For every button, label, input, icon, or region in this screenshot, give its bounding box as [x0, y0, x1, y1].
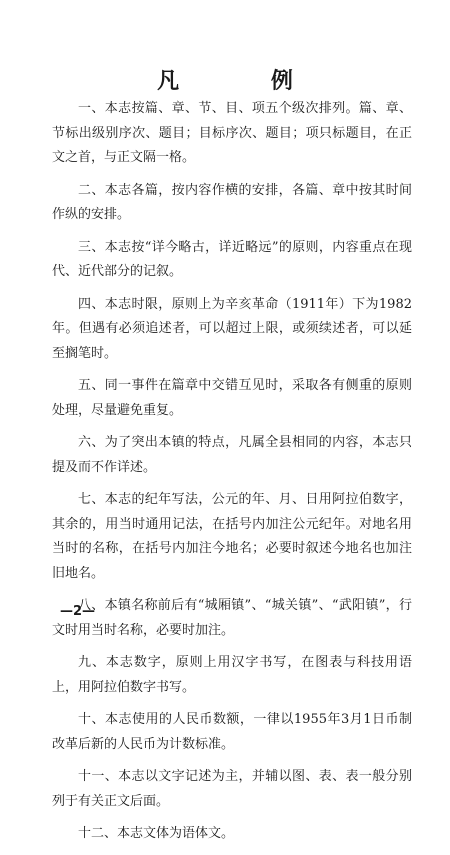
page-number: —2—: [60, 604, 96, 619]
guideline-paragraph-11: 十一、本志以文字记述为主，并辅以图、表、表一般分别列于有关正文后面。: [52, 769, 412, 809]
guideline-paragraph-12: 十二、本志文体为语体文。: [78, 826, 235, 841]
guideline-paragraph-5: 五、同一事件在篇章中交错互见时，采取各有侧重的原则处理，尽量避免重复。: [52, 378, 412, 418]
guideline-paragraph-8: 八、本镇名称前后有“城厢镇”、“城关镇”、“武阳镇”，行文时用当时名称，必要时加注。: [52, 598, 412, 638]
guideline-paragraph-10: 十、本志使用的人民币数额，一律以1955年3月1日币制改革后新的人民币为计数标准。: [52, 712, 412, 752]
guideline-paragraph-6: 六、为了突出本镇的特点，凡属全县相同的内容，本志只提及而不作详述。: [52, 435, 412, 475]
page-title: 凡 例: [157, 69, 335, 94]
guideline-paragraph-7: 七、本志的纪年写法，公元的年、月、日用阿拉伯数字，其余的，用当时通用记法，在括号内加注公元纪年。对地名用当时的名称，在括号内加注今地名；必要时叙述今地名也加注旧地名。: [52, 492, 412, 581]
guideline-paragraph-9: 九、本志数字，原则上用汉字书写，在图表与科技用语上，用阿拉伯数字书写。: [52, 655, 412, 695]
guideline-paragraph-2: 二、本志各篇，按内容作横的安排，各篇、章中按其时间作纵的安排。: [52, 182, 412, 222]
guidelines-body: [52, 97, 412, 855]
guideline-paragraph-3: 三、本志按“详今略古，详近略远”的原则，内容重点在现代、近代部分的记叙。: [52, 239, 412, 279]
guideline-paragraph-1: 一、本志按篇、章、节、目、项五个级次排列。篇、章、节标出级别序次、题目；目标序次、题目；项只标题目，在正文之首，与正文隔一格。: [52, 101, 412, 165]
guideline-paragraph-4: 四、本志时限，原则上为辛亥革命（1911年）下为1982年。但遇有必须追述者，可以超过上限，或须续述者，可以延至搁笔时。: [52, 296, 412, 361]
